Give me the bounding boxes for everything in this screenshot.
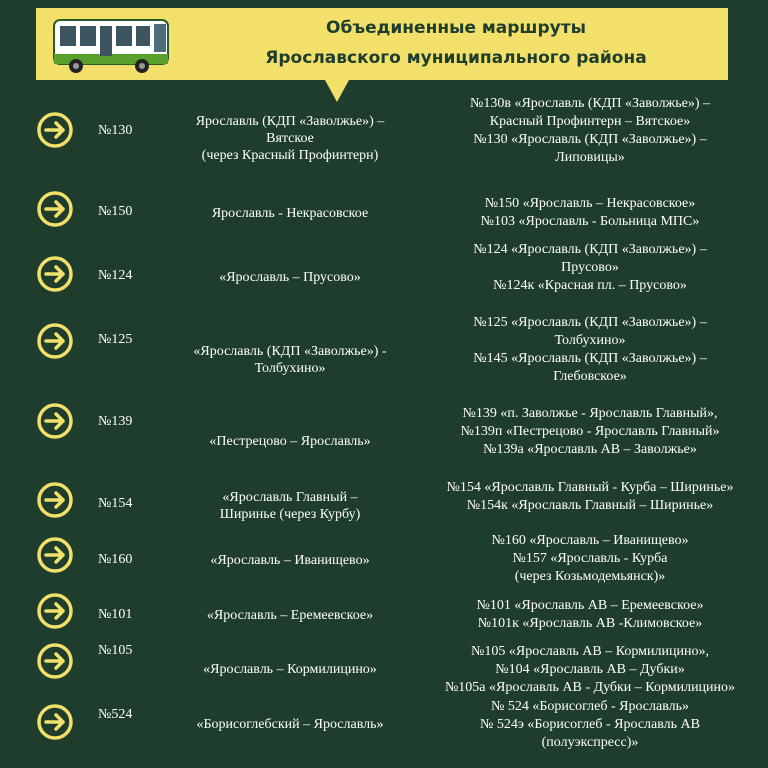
route-main-line: Ярославль - Некрасовское bbox=[211, 206, 369, 221]
route-number: №139 bbox=[98, 414, 133, 429]
merged-route-line: №101к «Ярославль АВ -Климовское» bbox=[477, 616, 703, 631]
route-main-description bbox=[170, 489, 410, 523]
merged-routes-description bbox=[420, 241, 760, 295]
merged-route-line: Толбухино» bbox=[554, 333, 626, 348]
route-main-description bbox=[170, 269, 410, 286]
merged-route-line: №157 «Ярославль - Курба bbox=[512, 551, 668, 566]
merged-route-line: №124к «Красная пл. – Прусово» bbox=[493, 278, 687, 293]
arrow-right-icon bbox=[37, 256, 73, 292]
route-main-line: «Пестрецово – Ярославль» bbox=[209, 434, 371, 449]
merged-route-line: № 524э «Борисоглеб - Ярославль АВ bbox=[480, 717, 700, 732]
arrow-right-icon bbox=[37, 403, 73, 439]
merged-route-line: №139п «Пестрецово - Ярославль Главный» bbox=[460, 424, 720, 439]
route-number: №124 bbox=[98, 268, 133, 283]
route-main-description bbox=[170, 205, 410, 222]
arrow-right-icon bbox=[37, 537, 73, 573]
merged-route-line: Красный Профинтерн – Вятское» bbox=[489, 114, 691, 129]
arrow-right-icon bbox=[37, 191, 73, 227]
merged-routes-description bbox=[420, 479, 760, 515]
route-main-description bbox=[170, 343, 410, 377]
arrow-right-icon bbox=[37, 643, 73, 679]
route-number: №125 bbox=[98, 332, 133, 347]
arrow-right-icon bbox=[37, 482, 73, 518]
route-main-description bbox=[170, 661, 410, 678]
arrow-right-icon bbox=[37, 323, 73, 359]
merged-route-line: (полуэкспресс)» bbox=[541, 735, 639, 750]
route-main-description bbox=[170, 113, 410, 164]
merged-route-line: Глебовское» bbox=[553, 369, 627, 384]
route-main-line: Ярославль (КДП «Заволжье») – bbox=[195, 114, 385, 129]
merged-routes-description bbox=[420, 405, 760, 459]
route-main-description bbox=[170, 607, 410, 624]
route-main-line: «Ярославль – Еремеевское» bbox=[206, 608, 374, 623]
merged-route-line: Липовицы» bbox=[555, 150, 625, 165]
merged-route-line: №104 «Ярославль АВ – Дубки» bbox=[495, 662, 685, 677]
merged-route-line: №105а «Ярославль АВ - Дубки – Кормилицино» bbox=[444, 680, 736, 695]
merged-route-line: №103 «Ярославль - Больница МПС» bbox=[480, 214, 700, 229]
route-main-line: «Борисоглебский – Ярославль» bbox=[196, 717, 384, 732]
merged-routes-description bbox=[420, 314, 760, 386]
merged-route-line: №139а «Ярославль АВ – Заволжье» bbox=[483, 442, 697, 457]
route-main-line: Ширинье (через Курбу) bbox=[219, 507, 361, 522]
route-main-line: «Ярославль – Иванищево» bbox=[210, 553, 370, 568]
bus-icon bbox=[52, 14, 172, 76]
route-main-description bbox=[170, 716, 410, 733]
route-number: №150 bbox=[98, 204, 133, 219]
merged-route-line: №154к «Ярославль Главный – Ширинье» bbox=[466, 498, 714, 513]
route-main-line: Вятское bbox=[266, 131, 314, 146]
merged-route-line: №125 «Ярославль (КДП «Заволжье») – bbox=[473, 315, 707, 330]
route-main-line: (через Красный Профинтерн) bbox=[201, 148, 379, 163]
route-main-line: «Ярославль Главный – bbox=[222, 490, 358, 505]
merged-route-line: № 524 «Борисоглеб - Ярославль» bbox=[490, 699, 690, 714]
merged-routes-description bbox=[420, 195, 760, 231]
page-title-line-2: Ярославского муниципального района bbox=[265, 48, 647, 68]
route-main-description bbox=[170, 433, 410, 450]
header-pointer-arrow bbox=[325, 80, 349, 102]
merged-routes-description bbox=[420, 698, 760, 752]
merged-route-line: №139 «п. Заволжье - Ярославль Главный», bbox=[462, 406, 718, 421]
merged-route-line: №101 «Ярославль АВ – Еремеевское» bbox=[476, 598, 704, 613]
merged-route-line: №130 «Ярославль (КДП «Заволжье») – bbox=[473, 132, 707, 147]
route-number: №154 bbox=[98, 496, 133, 511]
merged-route-line: №130в «Ярославль (КДП «Заволжье») – bbox=[469, 96, 710, 111]
merged-routes-description bbox=[420, 597, 760, 633]
arrow-right-icon bbox=[37, 704, 73, 740]
header-banner bbox=[36, 8, 728, 80]
merged-route-line: №160 «Ярославль – Иванищево» bbox=[491, 533, 689, 548]
merged-routes-description bbox=[420, 532, 760, 586]
merged-route-line: №105 «Ярославль АВ – Кормилицино», bbox=[471, 644, 709, 659]
route-number: №101 bbox=[98, 607, 133, 622]
merged-route-line: №145 «Ярославль (КДП «Заволжье») – bbox=[473, 351, 707, 366]
merged-routes-description bbox=[420, 643, 760, 697]
page-title-line-1: Объединенные маршруты bbox=[326, 18, 586, 38]
merged-route-line: (через Козьмодемьянск)» bbox=[514, 569, 666, 584]
route-number: №105 bbox=[98, 643, 133, 658]
route-number: №160 bbox=[98, 552, 133, 567]
merged-routes-description bbox=[420, 95, 760, 167]
route-main-line: «Ярославль – Прусово» bbox=[219, 270, 361, 285]
route-number: №524 bbox=[98, 707, 133, 722]
route-main-line: «Ярославль – Кормилицино» bbox=[203, 662, 377, 677]
merged-route-line: №154 «Ярославль Главный - Курба – Ширинье» bbox=[446, 480, 734, 495]
merged-route-line: №150 «Ярославль – Некрасовское» bbox=[484, 196, 696, 211]
route-main-description bbox=[170, 552, 410, 569]
merged-route-line: №124 «Ярославль (КДП «Заволжье») – bbox=[473, 242, 707, 257]
route-number: №130 bbox=[98, 123, 133, 138]
arrow-right-icon bbox=[37, 593, 73, 629]
route-main-line: Толбухино» bbox=[254, 361, 326, 376]
route-main-line: «Ярославль (КДП «Заволжье») - bbox=[193, 344, 387, 359]
arrow-right-icon bbox=[37, 112, 73, 148]
merged-route-line: Прусово» bbox=[561, 260, 619, 275]
